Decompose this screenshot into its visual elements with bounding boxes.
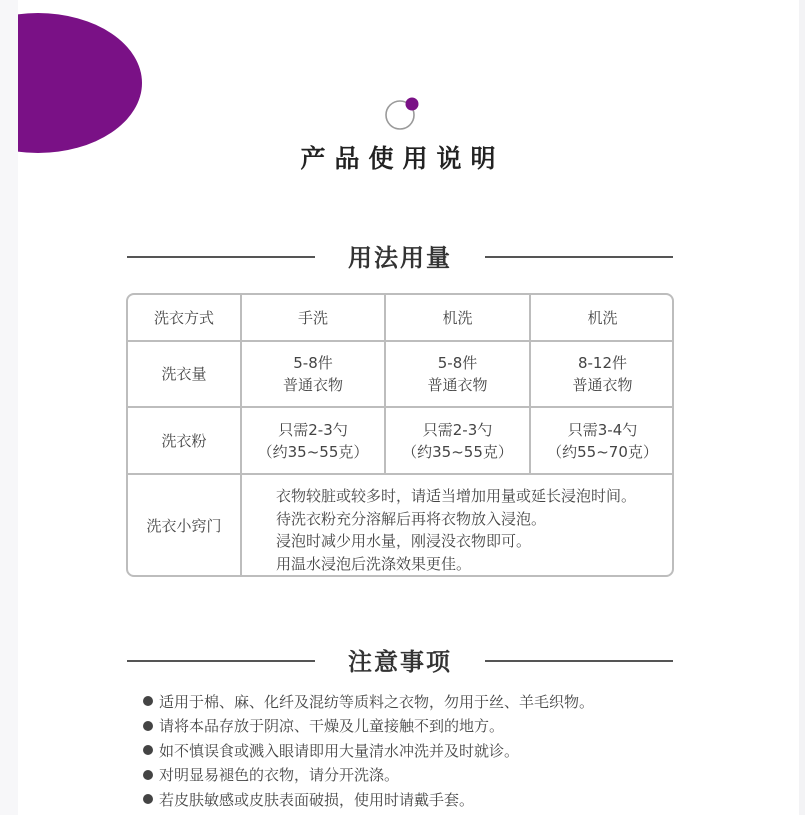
divider-line: [485, 256, 673, 258]
cell-line: 只需2-3勺: [422, 420, 493, 439]
list-item: [143, 763, 703, 788]
notes-heading: 注意事项: [348, 648, 452, 676]
row-label: 洗衣小窍门: [146, 517, 222, 535]
table-cell: [531, 342, 674, 406]
cell-line: 只需3-4勺: [567, 420, 638, 439]
cell-line: 普通衣物: [427, 376, 488, 394]
note-text: 对明显易褪色的衣物，请分开洗涤。: [159, 766, 400, 785]
note-text: 若皮肤敏感或皮肤表面破损，使用时请戴手套。: [159, 790, 475, 809]
list-item: [143, 689, 703, 714]
note-text: 适用于棉、麻、化纤及混纺等质料之衣物，勿用于丝、羊毛织物。: [159, 692, 595, 711]
cell-line: 8-12件: [577, 354, 628, 372]
cell-line: （约35~55克）: [257, 442, 369, 461]
bullet-icon: [143, 794, 153, 804]
cell-line: （约35~55克）: [402, 442, 513, 461]
decorative-purple-circle: [0, 13, 142, 153]
table-header-cell: 手洗: [297, 309, 328, 327]
table-header-cell: 洗衣方式: [153, 309, 214, 327]
note-text: 请将本品存放于阴凉、干燥及儿童接触不到的地方。: [159, 717, 505, 736]
row-label: 洗衣量: [161, 365, 207, 383]
table-cell: [386, 408, 529, 473]
table-header-cell: 机洗: [442, 309, 473, 327]
cell-line: 只需2-3勺: [278, 420, 348, 439]
list-item: [143, 787, 703, 812]
notes-list: [143, 689, 703, 812]
cell-line: 普通衣物: [572, 376, 633, 394]
list-item: [143, 738, 703, 763]
right-margin: [799, 0, 805, 815]
tip-line: 待洗衣粉充分溶解后再将衣物放入浸泡。: [276, 509, 547, 528]
divider-line: [485, 660, 673, 662]
page-title: 产品使用说明: [300, 144, 505, 173]
cell-line: 普通衣物: [282, 376, 343, 394]
table-cell: [531, 408, 674, 473]
list-item: [143, 714, 703, 739]
bullet-icon: [143, 770, 153, 780]
usage-heading: 用法用量: [348, 244, 452, 272]
tip-line: 衣物较脏或较多时，请适当增加用量或延长浸泡时间。: [276, 487, 637, 505]
tip-line: 用温水浸泡后洗涤效果更佳。: [276, 554, 472, 573]
table-cell: [242, 342, 384, 406]
cell-line: 5-8件: [293, 354, 333, 372]
table-cell: [386, 342, 529, 406]
tip-line: 浸泡时减少用水量，刚浸没衣物即可。: [276, 532, 532, 550]
bullet-icon: [143, 696, 153, 706]
table-cell: [242, 408, 384, 473]
row-label: 洗衣粉: [161, 431, 207, 450]
note-text: 如不慎误食或溅入眼请即用大量清水冲洗并及时就诊。: [159, 741, 520, 760]
usage-table: [126, 293, 674, 577]
bullet-icon: [143, 721, 153, 731]
usage-section-heading: [127, 236, 673, 276]
left-margin: [0, 0, 18, 815]
bullet-icon: [143, 745, 153, 755]
table-header-cell: 机洗: [587, 309, 618, 327]
cell-line: （约55~70克）: [547, 442, 658, 461]
cell-line: 5-8件: [437, 354, 478, 372]
brand-ring-icon: [383, 95, 419, 131]
notes-section-heading: [127, 640, 673, 680]
tips-text: [276, 485, 674, 575]
